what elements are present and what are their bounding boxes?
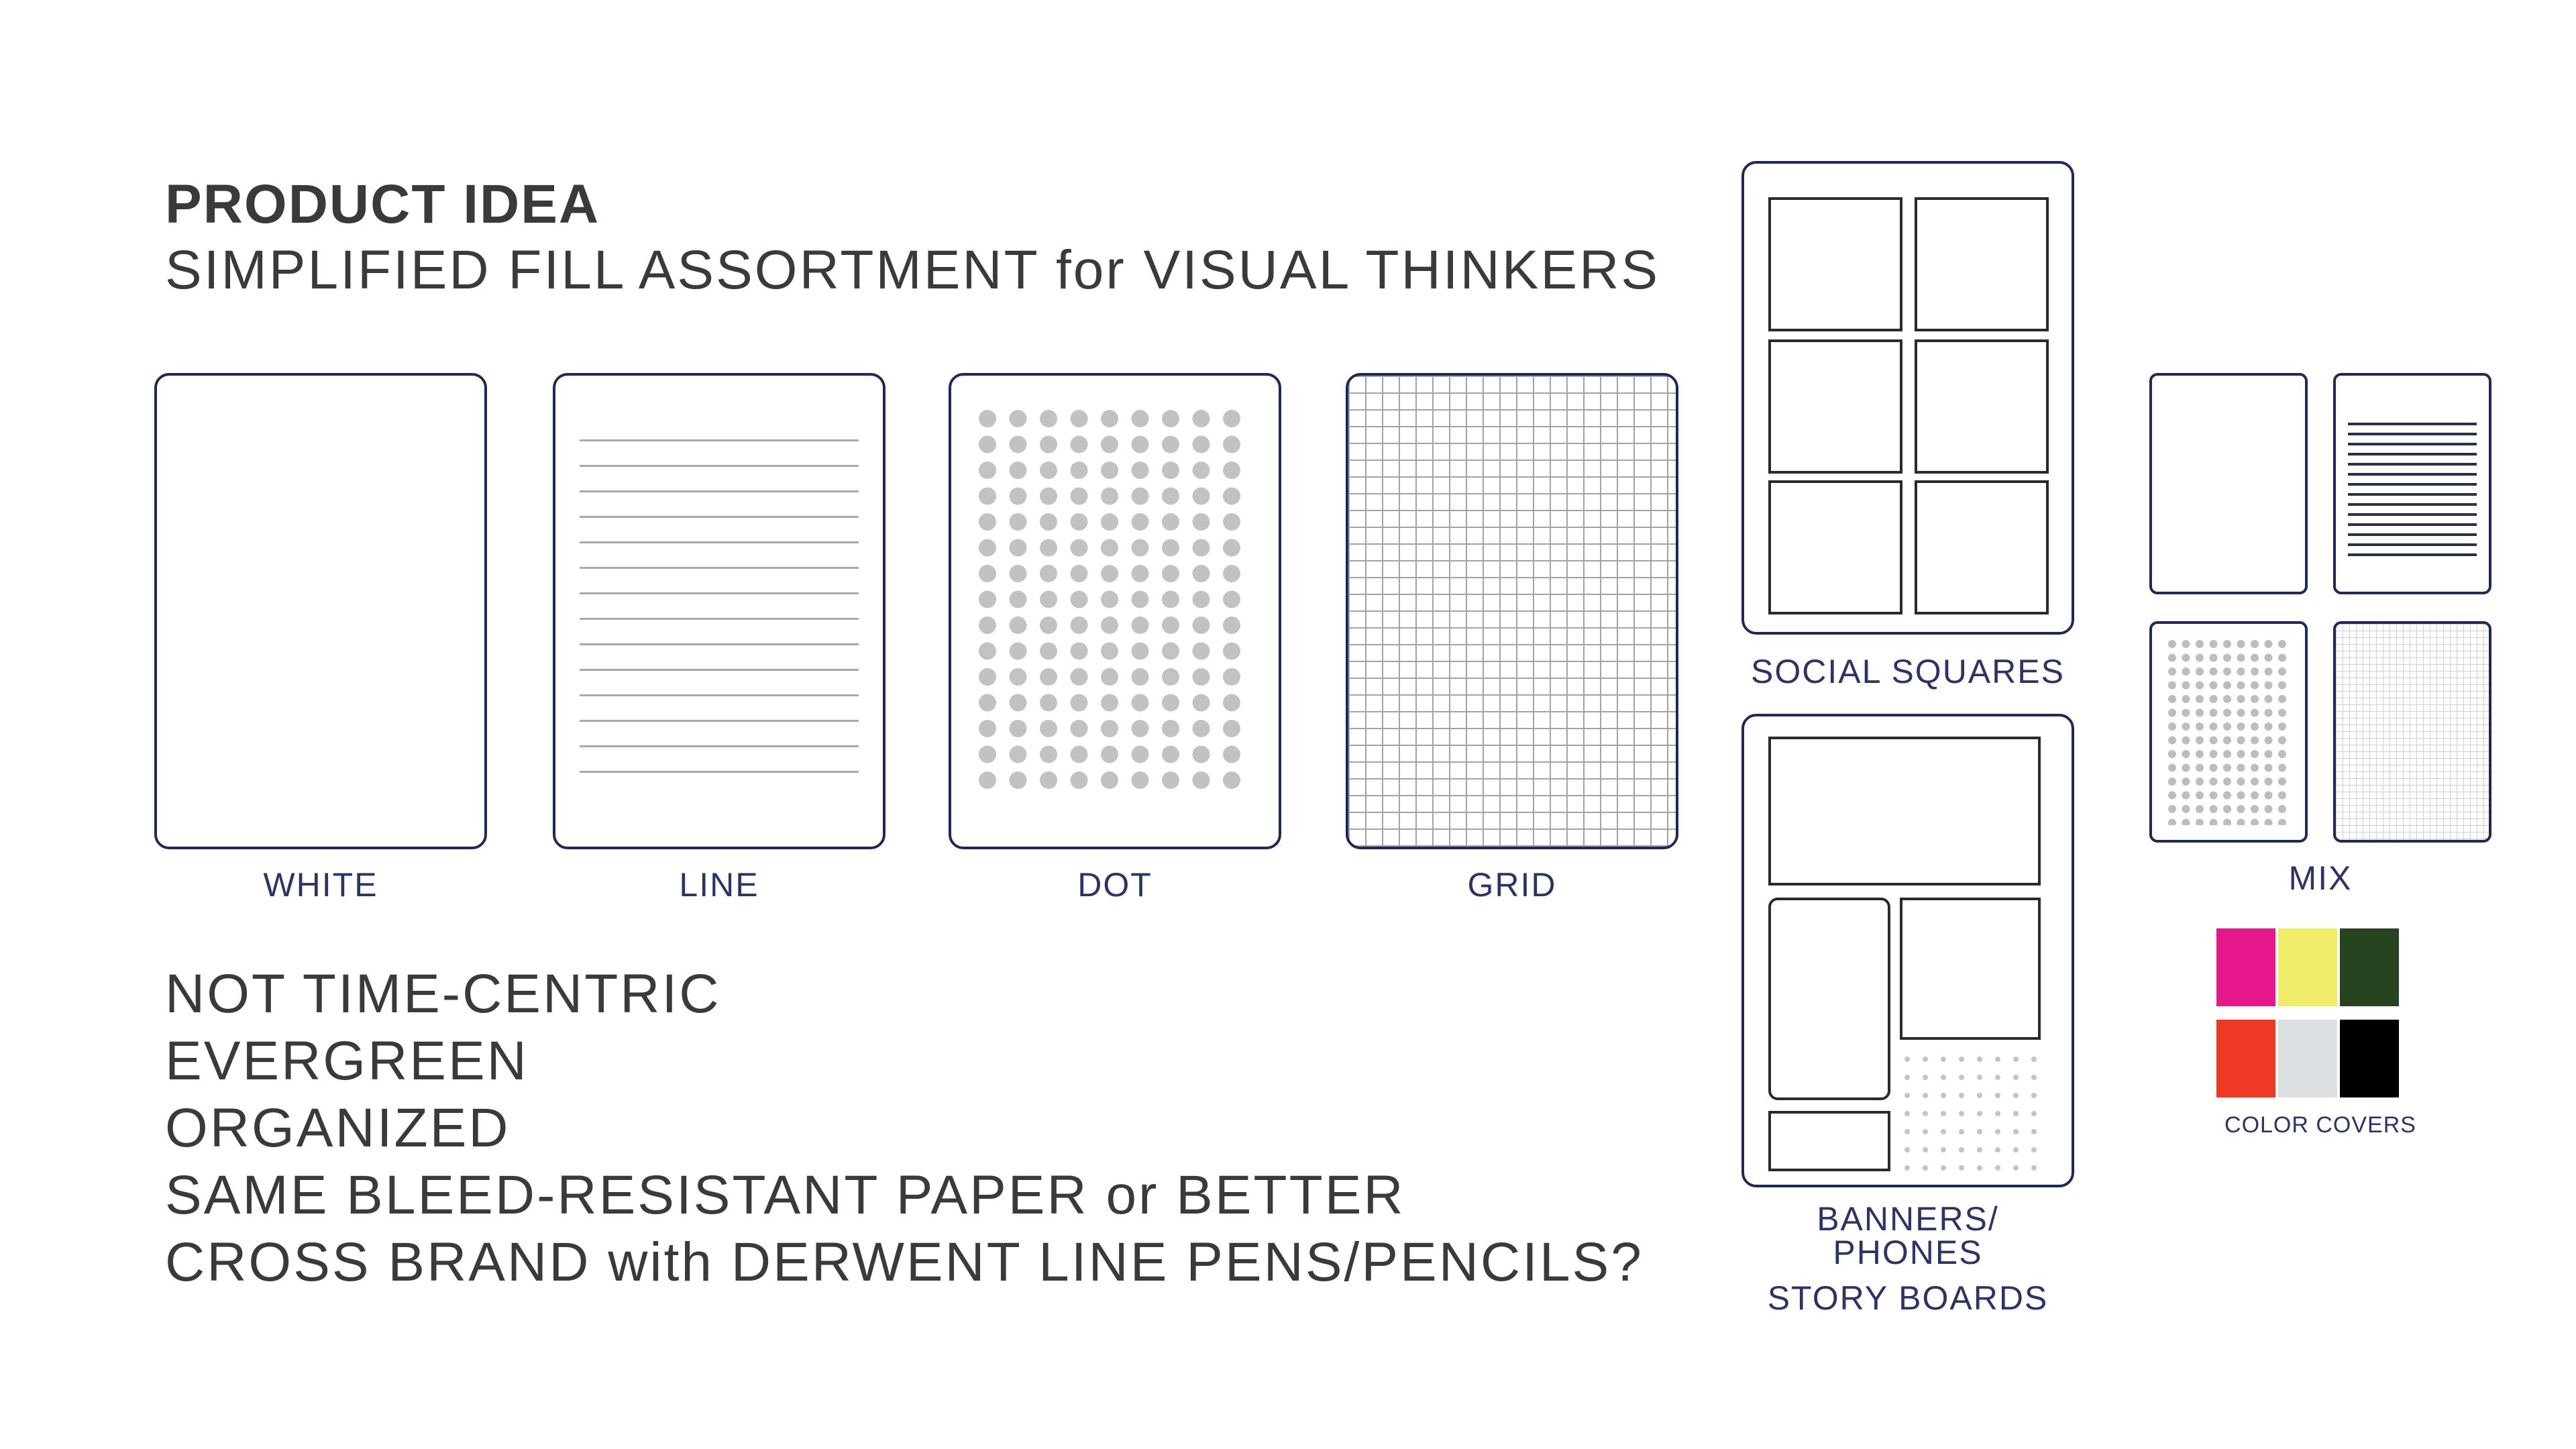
line-fill-label: LINE <box>679 866 759 904</box>
social-squares-panel <box>1741 161 2074 635</box>
grid-fill-panel <box>1346 373 1678 849</box>
phone-box <box>1768 898 1890 1100</box>
social-squares-label: SOCIAL SQUARES <box>1751 653 2065 690</box>
grid-fill-label: GRID <box>1467 866 1557 904</box>
social-square <box>1768 339 1902 474</box>
cover-swatch-dark-green <box>2340 928 2399 1006</box>
mix-grid-panel <box>2333 621 2491 843</box>
banners-label <box>1741 1202 2074 1315</box>
mix-ruled-lines <box>2348 423 2477 557</box>
dot-fill-panel <box>949 373 1281 849</box>
mix-label: MIX <box>2288 859 2353 897</box>
note-item: SAME BLEED-RESISTANT PAPER or BETTER <box>165 1165 1405 1226</box>
social-square <box>1915 480 2049 614</box>
social-square <box>1915 339 2049 474</box>
note-item: CROSS BRAND with DERWENT LINE PENS/PENCILS? <box>165 1232 1644 1293</box>
note-item: NOT TIME-CENTRIC <box>165 963 721 1024</box>
dot-area <box>1900 1052 2045 1173</box>
mix-line-panel <box>2333 373 2491 594</box>
white-fill-panel <box>154 373 487 849</box>
note-item: EVERGREEN <box>165 1030 529 1091</box>
white-fill-label: WHITE <box>263 866 378 904</box>
page-subtitle: SIMPLIFIED FILL ASSORTMENT for VISUAL THINKERS <box>165 239 1660 301</box>
line-fill-panel <box>553 373 885 849</box>
banners-label-line: BANNERS/ <box>1817 1200 1999 1238</box>
banner-box <box>1768 737 2041 885</box>
social-square <box>1915 197 2049 331</box>
page-title: PRODUCT IDEA <box>165 174 600 235</box>
note-item: ORGANIZED <box>165 1097 511 1159</box>
feature-notes <box>165 961 1644 1296</box>
mix-dot-pattern <box>2152 624 2305 840</box>
cover-swatch-black <box>2340 1020 2399 1097</box>
banners-label-line: PHONES <box>1833 1234 1983 1271</box>
story-board-box <box>1900 898 2041 1040</box>
cover-swatch-light-gray <box>2278 1020 2337 1097</box>
social-square <box>1768 480 1902 614</box>
social-square <box>1768 197 1902 331</box>
cover-swatch-magenta <box>2216 928 2275 1006</box>
cover-swatch-red <box>2216 1020 2275 1097</box>
banners-panel <box>1741 714 2074 1187</box>
dot-fill-label: DOT <box>1077 866 1152 904</box>
mix-dot-panel <box>2149 621 2308 843</box>
color-covers-label: COLOR COVERS <box>2224 1112 2416 1138</box>
dot-pattern <box>951 376 1279 847</box>
ruled-lines <box>580 416 859 792</box>
mix-white-panel <box>2149 373 2308 594</box>
banners-label-line: STORY BOARDS <box>1767 1279 2049 1317</box>
cover-swatch-yellow <box>2278 928 2337 1006</box>
small-banner-box <box>1768 1111 1890 1171</box>
